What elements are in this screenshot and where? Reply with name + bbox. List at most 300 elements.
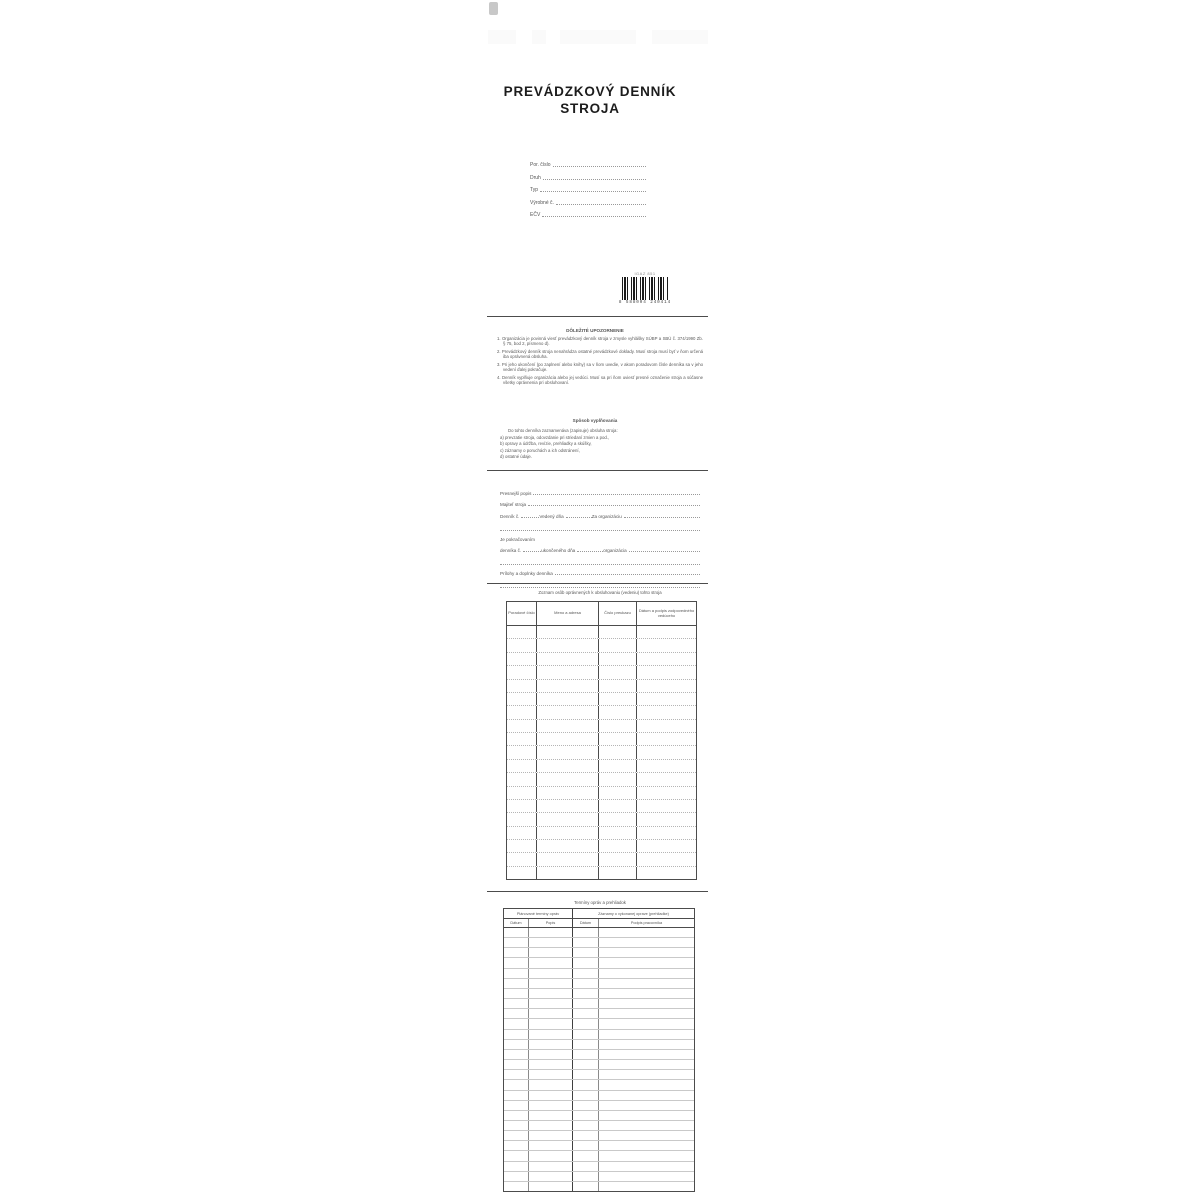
dotted-line [540, 190, 646, 192]
table-row [504, 969, 694, 979]
table-cell [573, 948, 599, 957]
table-cell [504, 1172, 529, 1181]
table-row [504, 1111, 694, 1121]
table-cell [599, 1080, 694, 1089]
table-cell [537, 626, 599, 638]
table-row [504, 1060, 694, 1070]
table-cell [504, 999, 529, 1008]
table-cell [599, 928, 694, 937]
column-header: Meno a adresa [537, 602, 599, 625]
table-cell [599, 760, 637, 772]
table-cell [599, 720, 637, 732]
table-cell [573, 1151, 599, 1160]
table-cell [507, 840, 537, 852]
table-cell [599, 773, 637, 785]
field-label: Majiteľ stroja [500, 502, 527, 508]
table-cell [537, 666, 599, 678]
field-label: Druh [530, 174, 541, 181]
column-header: Dátum [573, 919, 599, 927]
table-cell [529, 938, 573, 947]
table-cell [599, 969, 694, 978]
table-row [507, 666, 696, 679]
table-row [504, 999, 694, 1009]
table-row [504, 1050, 694, 1060]
table-cell [599, 680, 637, 692]
table-row [504, 928, 694, 938]
table-cell [537, 813, 599, 825]
table-cell [537, 693, 599, 705]
table-cell [537, 867, 599, 879]
table-cell [573, 1172, 599, 1181]
table-cell [537, 746, 599, 758]
table-cell [529, 1151, 573, 1160]
table-cell [637, 800, 696, 812]
table-cell [504, 1060, 529, 1069]
table-cell [529, 969, 573, 978]
column-header: Popis [529, 919, 573, 927]
table-cell [504, 1141, 529, 1150]
field-druh [530, 168, 646, 180]
table-cell [507, 693, 537, 705]
table-cell [599, 1030, 694, 1039]
barcode-digits: 8 588004 240414 [618, 300, 672, 305]
table-row [507, 827, 696, 840]
table-cell [504, 958, 529, 967]
table-row [504, 1040, 694, 1050]
table-cell [573, 958, 599, 967]
table-cell [537, 706, 599, 718]
operators-table [506, 601, 697, 880]
table-cell [504, 969, 529, 978]
field-prilohy [500, 565, 700, 576]
continuation-label-row [500, 531, 700, 542]
usage-list [500, 435, 700, 461]
table-cell [573, 1009, 599, 1018]
field-label: Presnejší popis [500, 491, 532, 497]
table-cell [504, 1182, 529, 1191]
table-cell [507, 720, 537, 732]
table-cell [507, 626, 537, 638]
table-row [504, 1162, 694, 1172]
table-row [504, 1121, 694, 1131]
table-cell [573, 1080, 599, 1089]
table-cell [504, 979, 529, 988]
table-cell [637, 706, 696, 718]
page-title [440, 83, 740, 117]
field-label: Vedený dňa [539, 513, 564, 519]
operators-table-body [507, 626, 696, 879]
table-cell [599, 1070, 694, 1079]
field-typ [530, 181, 646, 193]
section-divider [487, 891, 708, 892]
table-cell [599, 1050, 694, 1059]
usage-item: c) záznamy o poruchách a ich odstránení, [500, 447, 580, 453]
table-cell [573, 1050, 599, 1059]
table-cell [507, 639, 537, 651]
table-cell [637, 827, 696, 839]
table-cell [599, 1172, 694, 1181]
field-ecv [530, 206, 646, 218]
field-label: Denník č. [500, 513, 520, 519]
table-cell [504, 1040, 529, 1049]
dotted-line [523, 550, 541, 552]
table-cell [599, 867, 637, 879]
table-row [504, 958, 694, 968]
table-cell [529, 1060, 573, 1069]
table-cell [599, 639, 637, 651]
table-row [504, 1182, 694, 1191]
table-cell [537, 827, 599, 839]
scan-artifact [532, 30, 546, 44]
maintenance-table-header [504, 919, 694, 928]
notice-item: 3. Pri jeho ukončení (po zaplnení alebo knihy) sa v ňom uvedie, v akom poradovom čísle denníka sa v jeho vedení ďalej pokračuje. [497, 362, 703, 373]
table-cell [599, 853, 637, 865]
table-row [504, 1151, 694, 1161]
table-cell [504, 1131, 529, 1140]
scan-artifact [488, 30, 516, 44]
table-cell [537, 733, 599, 745]
table-row [504, 938, 694, 948]
table-row [507, 813, 696, 826]
maintenance-table [503, 908, 695, 1192]
dotted-line [553, 165, 646, 167]
dotted-line [500, 558, 700, 565]
table-row [507, 680, 696, 693]
table-cell [504, 938, 529, 947]
identification-fields [530, 156, 646, 218]
table-cell [573, 1060, 599, 1069]
table-cell [529, 1070, 573, 1079]
table-row [504, 1030, 694, 1040]
table-cell [507, 746, 537, 758]
table-row [507, 733, 696, 746]
table-cell [507, 867, 537, 879]
usage-intro: Do tohto denníka zaznamenáva (zapisuje) obsluha stroja: [508, 428, 618, 433]
table-row [504, 1080, 694, 1090]
registration-block [500, 485, 700, 588]
table-cell [573, 1111, 599, 1120]
table-cell [637, 773, 696, 785]
table-cell [599, 1091, 694, 1100]
notice-item: 4. Denník vyplňuje organizácia alebo jej vedúci. Musí sa pri ňom uviesť presné označenie stroja a súčasne všetky oprávnenia pri obsluhovaní. [497, 375, 703, 386]
table-cell [573, 1131, 599, 1140]
dotted-line [500, 524, 700, 531]
table-cell [537, 680, 599, 692]
table-cell [504, 1019, 529, 1028]
table-cell [537, 853, 599, 865]
table-row [507, 800, 696, 813]
usage-item: a) prevzatie stroja, odovzdanie pri striedaní zmien a pod., [500, 435, 610, 440]
table-cell [637, 840, 696, 852]
field-label: Je pokračovaním [500, 536, 535, 542]
table-cell [529, 999, 573, 1008]
table-row [507, 867, 696, 879]
table-row [504, 1131, 694, 1141]
table-cell [573, 1182, 599, 1191]
table-cell [529, 1162, 573, 1171]
table-cell [507, 800, 537, 812]
table-cell [637, 746, 696, 758]
scan-artifact [652, 30, 708, 44]
table-cell [599, 693, 637, 705]
table-row [504, 1101, 694, 1111]
table-cell [599, 989, 694, 998]
table-cell [637, 626, 696, 638]
table-cell [529, 928, 573, 937]
field-presnejsi-popis [500, 485, 700, 496]
field-dennik-row [500, 507, 700, 518]
table-cell [504, 1151, 529, 1160]
table-row [504, 1070, 694, 1080]
column-header: Dátum [504, 919, 529, 927]
scan-artifact [560, 30, 636, 44]
table-cell [637, 666, 696, 678]
table-cell [537, 760, 599, 772]
table-row [504, 989, 694, 999]
table-cell [504, 1162, 529, 1171]
field-majitel-stroja [500, 496, 700, 507]
table-cell [573, 999, 599, 1008]
usage-item: d) ostatné údaje. [500, 454, 533, 460]
field-label: Typ [530, 187, 539, 194]
table-row [507, 720, 696, 733]
table-cell [637, 639, 696, 651]
table-cell [529, 1131, 573, 1140]
dotted-line [624, 516, 700, 518]
table-cell [537, 800, 599, 812]
table-cell [599, 1060, 694, 1069]
table-cell [507, 827, 537, 839]
table-cell [529, 1141, 573, 1150]
table-cell [599, 1019, 694, 1028]
field-vyrobne-c [530, 193, 646, 205]
table-cell [507, 813, 537, 825]
table-row [507, 653, 696, 666]
table-cell [573, 1030, 599, 1039]
table-cell [573, 1121, 599, 1130]
table-cell [599, 706, 637, 718]
table-cell [537, 653, 599, 665]
table-cell [507, 787, 537, 799]
table-cell [504, 1070, 529, 1079]
section-divider [487, 583, 708, 584]
maintenance-table-group-header [504, 909, 694, 919]
operators-table-title: Zoznam osôb oprávnených k obsluhovaniu (vedeniu) tohto stroja [538, 590, 662, 595]
table-cell [507, 706, 537, 718]
table-cell [599, 787, 637, 799]
table-cell [637, 720, 696, 732]
column-header: Dátum a podpis zodpovedného vedúceho [638, 607, 695, 618]
table-cell [529, 958, 573, 967]
notice-list [497, 336, 703, 388]
table-cell [504, 1091, 529, 1100]
table-cell [504, 948, 529, 957]
table-cell [599, 666, 637, 678]
table-cell [529, 1121, 573, 1130]
column-header: Číslo preukazu [599, 602, 637, 625]
table-cell [573, 1040, 599, 1049]
table-cell [599, 958, 694, 967]
field-label: organizácia [603, 547, 627, 553]
table-cell [529, 1040, 573, 1049]
dotted-line [528, 504, 700, 506]
table-cell [529, 1172, 573, 1181]
notice-heading: DÔLEŽITÉ UPOZORNENIE [566, 328, 624, 333]
table-cell [599, 999, 694, 1008]
table-cell [507, 853, 537, 865]
table-cell [637, 680, 696, 692]
table-row [507, 746, 696, 759]
dotted-line [556, 203, 646, 205]
table-cell [599, 1162, 694, 1171]
field-por-cislo [530, 156, 646, 168]
table-cell [529, 1019, 573, 1028]
table-cell [507, 773, 537, 785]
table-cell [573, 969, 599, 978]
table-cell [637, 653, 696, 665]
table-cell [504, 1009, 529, 1018]
field-label: EČV [530, 211, 541, 218]
table-cell [573, 1070, 599, 1079]
table-cell [529, 1111, 573, 1120]
dotted-line [629, 550, 700, 552]
field-dennik-continuation-row [500, 542, 700, 553]
table-cell [504, 989, 529, 998]
table-cell [599, 733, 637, 745]
dotted-line [577, 550, 603, 552]
dotted-line [566, 516, 592, 518]
table-cell [573, 1101, 599, 1110]
table-cell [599, 1009, 694, 1018]
table-cell [599, 1040, 694, 1049]
table-cell [537, 720, 599, 732]
table-cell [637, 787, 696, 799]
table-cell [599, 653, 637, 665]
table-cell [599, 1121, 694, 1130]
table-cell [529, 989, 573, 998]
field-label: ukončeného dňa [541, 547, 576, 553]
dotted-line [542, 215, 646, 217]
field-label: Za organizáciu [591, 513, 622, 519]
table-cell [573, 1091, 599, 1100]
table-cell [637, 813, 696, 825]
table-cell [529, 1050, 573, 1059]
dotted-line [533, 493, 700, 495]
table-cell [599, 1101, 694, 1110]
table-cell [504, 1080, 529, 1089]
table-cell [504, 1030, 529, 1039]
table-cell [599, 1141, 694, 1150]
column-header: Poradové číslo [507, 602, 537, 625]
table-cell [507, 733, 537, 745]
table-cell [529, 1101, 573, 1110]
table-row [507, 626, 696, 639]
barcode-icon [622, 277, 668, 300]
field-label: Výrobné č. [530, 199, 554, 206]
table-cell [599, 1131, 694, 1140]
barcode-block [617, 271, 673, 305]
table-cell [507, 653, 537, 665]
table-cell [529, 948, 573, 957]
table-cell [537, 840, 599, 852]
table-row [504, 948, 694, 958]
table-cell [637, 693, 696, 705]
table-cell [599, 979, 694, 988]
table-row [504, 979, 694, 989]
table-cell [529, 1009, 573, 1018]
table-cell [504, 1050, 529, 1059]
table-row [507, 760, 696, 773]
table-cell [529, 979, 573, 988]
table-row [507, 840, 696, 853]
table-cell [599, 948, 694, 957]
table-cell [573, 979, 599, 988]
field-label: Por. číslo [530, 162, 551, 169]
maintenance-table-body [504, 928, 694, 1191]
dotted-line [555, 573, 700, 575]
table-row [507, 693, 696, 706]
table-cell [599, 1111, 694, 1120]
usage-heading: Spôsob vyplňovania [572, 418, 618, 423]
table-row [504, 1141, 694, 1151]
table-cell [637, 853, 696, 865]
table-cell [529, 1080, 573, 1089]
usage-item: b) opravy a údržba, revízie, prehliadky a skúšky, [500, 441, 592, 447]
table-cell [507, 760, 537, 772]
operators-table-header [507, 602, 696, 626]
section-divider [487, 470, 708, 471]
table-cell [504, 1121, 529, 1130]
maintenance-table-title: Termíny opráv a prehliadok [574, 900, 626, 905]
table-row [507, 773, 696, 786]
table-row [507, 787, 696, 800]
table-cell [529, 1182, 573, 1191]
table-cell [537, 639, 599, 651]
table-cell [599, 840, 637, 852]
table-row [504, 1091, 694, 1101]
table-row [507, 853, 696, 866]
page-title-line1: PREVÁDZKOVÝ DENNÍK [503, 84, 677, 99]
table-row [504, 1009, 694, 1019]
table-cell [599, 746, 637, 758]
column-group-header: Záznamy o vykonanej oprave (prehliadke) [598, 911, 669, 916]
table-cell [637, 733, 696, 745]
column-header: Podpis pracovníka [630, 921, 663, 925]
table-cell [573, 1141, 599, 1150]
table-row [504, 1019, 694, 1029]
table-row [507, 639, 696, 652]
table-cell [637, 760, 696, 772]
table-cell [537, 787, 599, 799]
table-cell [573, 938, 599, 947]
table-cell [599, 1151, 694, 1160]
section-divider [487, 316, 708, 317]
table-cell [529, 1091, 573, 1100]
table-cell [573, 1019, 599, 1028]
table-cell [599, 813, 637, 825]
table-cell [529, 1030, 573, 1039]
table-cell [599, 800, 637, 812]
page-title-line2: STROJA [560, 101, 620, 116]
table-cell [573, 989, 599, 998]
table-cell [599, 827, 637, 839]
table-cell [599, 1182, 694, 1191]
field-label: denníka č. [500, 547, 522, 553]
table-cell [507, 666, 537, 678]
table-row [507, 706, 696, 719]
table-cell [504, 1111, 529, 1120]
field-label: Prílohy a doplnky denníka [500, 571, 553, 577]
